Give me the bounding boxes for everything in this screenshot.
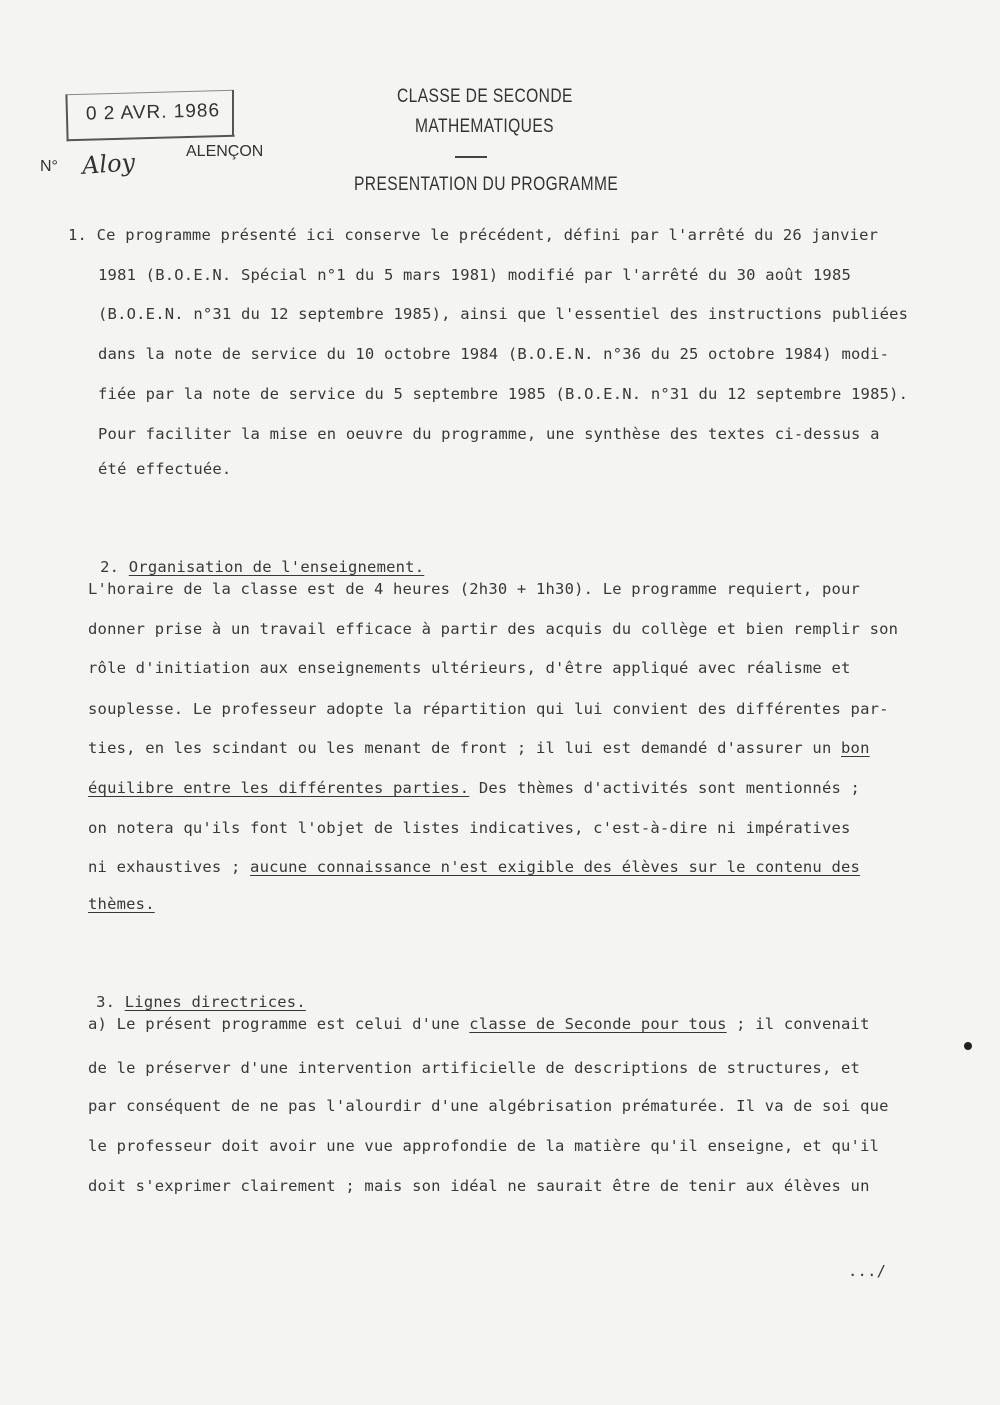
s2-line-5b: bon [841,739,870,757]
s3-line-1 [88,1015,870,1033]
s2-line-6b: Des thèmes d'activités sont mentionnés ; [469,779,861,797]
s2-line-5 [88,739,870,757]
s2-line-8b: aucune connaissance n'est exigible des élèves sur le contenu des [250,858,861,876]
s3-line-4: le professeur doit avoir une vue approfondie de la matière qu'il enseigne, et qu'il [88,1137,880,1155]
handwritten-number: Aloy [81,148,136,180]
date-stamp [65,90,234,141]
s2-line-8a: ni exhaustives ; [88,858,251,876]
stamp-city: ALENÇON [186,143,264,160]
ink-dot [964,1042,972,1050]
s3-title: Lignes directrices. [124,993,306,1011]
s3-line-2: de le préserver d'une intervention artificielle de descriptions de structures, et [88,1059,861,1077]
s2-line-7: on notera qu'ils font l'objet de listes indicatives, c'est-à-dire ni impératives [88,819,851,837]
number-label: N° [40,158,58,175]
header-class: CLASSE DE SECONDE [397,86,573,107]
s3-line-1b: classe de Seconde pour tous [469,1015,727,1033]
s1-line-4: dans la note de service du 10 octobre 1984 (B.O.E.N. n°36 du 25 octobre 1984) modi- [98,345,890,363]
s1-line-7: été effectuée. [98,460,232,478]
stamp-date: 0 2 AVR. 1986 [85,100,221,125]
stamp-divider [232,90,234,136]
s2-line-4: souplesse. Le professeur adopte la répartition qui lui convient des différentes par- [88,700,889,718]
s3-line-5: doit s'exprimer clairement ; mais son idéal ne saurait être de tenir aux élèves un [88,1177,870,1195]
header-separator [455,156,487,158]
s2-line-8 [88,858,860,876]
continuation-mark: .../ [848,1262,887,1280]
s2-line-6a: équilibre entre les différentes parties. [88,779,470,797]
s2-number: 2. [100,558,120,576]
s1-line-6: Pour faciliter la mise en oeuvre du programme, une synthèse des textes ci-dessus a [98,425,880,443]
header-title: PRESENTATION DU PROGRAMME [354,174,619,195]
s2-line-2: donner prise à un travail efficace à partir des acquis du collège et bien remplir son [88,620,899,638]
s2-title: Organisation de l'enseignement. [128,558,425,576]
s1-line-3: (B.O.E.N. n°31 du 12 septembre 1985), ainsi que l'essentiel des instructions publiées [98,305,909,323]
s1-line-2: 1981 (B.O.E.N. Spécial n°1 du 5 mars 1981) modifié par l'arrêté du 30 août 1985 [98,266,852,284]
s2-line-3: rôle d'initiation aux enseignements ultérieurs, d'être appliqué avec réalisme et [88,659,851,677]
s3-number: 3. [96,993,116,1011]
s1-line-1: 1. Ce programme présenté ici conserve le précédent, défini par l'arrêté du 26 janvier [68,226,879,244]
s3-line-1a: a) Le présent programme est celui d'une [88,1015,470,1033]
header-subject: MATHEMATIQUES [415,116,554,137]
s2-line-9: thèmes. [88,895,155,913]
s3-line-3: par conséquent de ne pas l'alourdir d'une algébrisation prématurée. Il va de soi que [88,1097,889,1115]
s1-line-5: fiée par la note de service du 5 septembre 1985 (B.O.E.N. n°31 du 12 septembre 1985). [98,385,909,403]
s2-line-5a: ties, en les scindant ou les menant de front ; il lui est demandé d'assurer un [88,739,842,757]
s2-line-1: L'horaire de la classe est de 4 heures (2h30 + 1h30). Le programme requiert, pour [88,580,861,598]
s2-line-6 [88,779,860,797]
s3-line-1c: ; il convenait [726,1015,870,1033]
